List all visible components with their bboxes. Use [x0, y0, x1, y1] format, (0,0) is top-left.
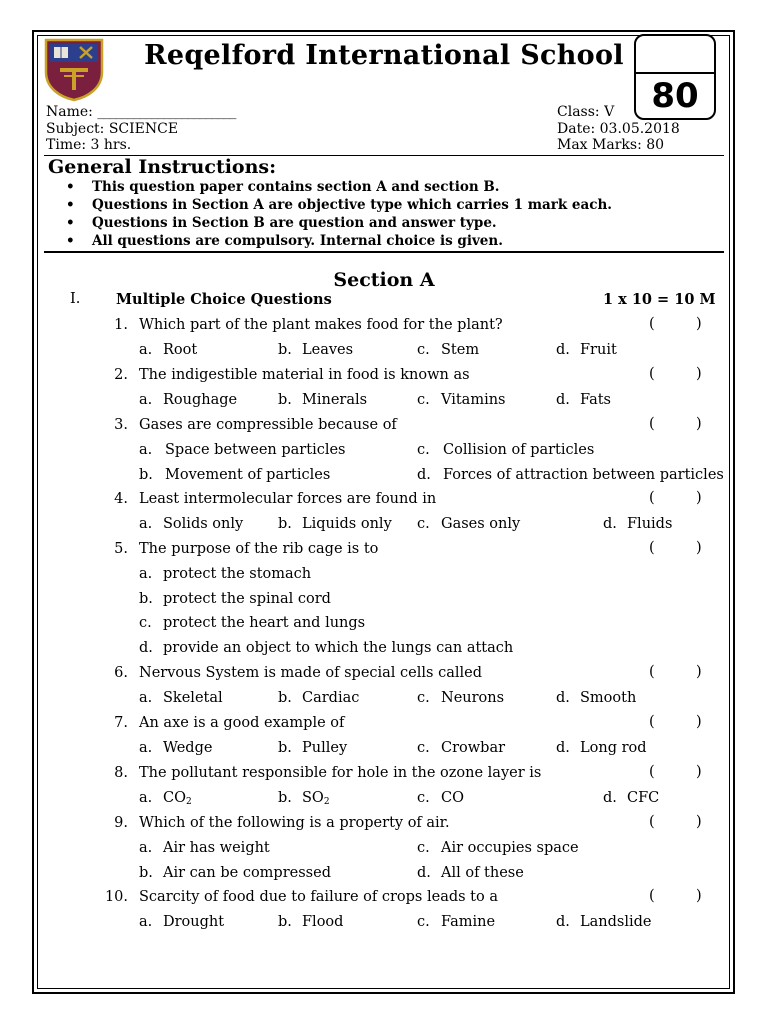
option-item: [556, 739, 647, 757]
option-text: Collision of particles: [443, 441, 595, 458]
option-label: a.: [139, 515, 153, 532]
option-item: [139, 391, 237, 409]
option-label: b.: [139, 590, 153, 607]
question-text: The purpose of the rib cage is to: [139, 541, 379, 557]
instruction-item: • Questions in Section A are objective type which carries 1 mark each.: [48, 196, 612, 214]
option-text: Forces of attraction between particles: [443, 466, 724, 483]
instruction-item: • Questions in Section B are question and answer type.: [48, 214, 612, 232]
option-label: a.: [139, 341, 153, 358]
option-text: Landslide: [580, 913, 652, 930]
option-label: a.: [139, 565, 153, 582]
option-label: b.: [278, 789, 292, 806]
instruction-item: • This question paper contains section A and section B.: [48, 178, 612, 196]
option-text: Vitamins: [441, 391, 506, 408]
option-text: Root: [163, 341, 198, 358]
answer-paren-open: (: [649, 664, 655, 680]
option-item: [556, 689, 636, 707]
option-text: protect the spinal cord: [163, 590, 331, 607]
question-number: 1.: [114, 317, 128, 333]
question-number: 3.: [114, 417, 128, 433]
option-label: d.: [556, 689, 570, 706]
option-item: [139, 590, 331, 608]
option-item: [278, 341, 353, 359]
question-number: 9.: [114, 815, 128, 831]
answer-paren-close: ): [696, 714, 702, 730]
option-text: Leaves: [302, 341, 354, 358]
time-label: Time: 3 hrs.: [46, 137, 132, 153]
option-text: All of these: [441, 864, 524, 881]
question-number: 4.: [114, 491, 128, 507]
class-label: Class: V: [557, 104, 615, 120]
option-label: a.: [139, 789, 153, 806]
question-number: 8.: [114, 765, 128, 781]
option-item: [139, 839, 270, 857]
answer-paren-open: (: [649, 490, 655, 506]
option-text: protect the heart and lungs: [163, 615, 366, 632]
option-label: c.: [417, 391, 430, 408]
option-text: Skeletal: [163, 689, 223, 706]
answer-paren-open: (: [649, 814, 655, 830]
answer-paren-close: ): [696, 316, 702, 332]
option-label: d.: [603, 789, 617, 806]
option-item: [139, 864, 331, 882]
option-label: d.: [556, 341, 570, 358]
option-label: b.: [278, 739, 292, 756]
answer-paren-close: ): [696, 416, 702, 432]
option-text: Pulley: [302, 739, 348, 756]
instructions-title: General Instructions:: [48, 156, 277, 178]
part-marks: 1 x 10 = 10 M: [603, 291, 716, 308]
option-label: d.: [603, 515, 617, 532]
option-label: b.: [139, 466, 153, 483]
option-label: d.: [556, 391, 570, 408]
marks-box-divider: [636, 72, 714, 74]
answer-paren-close: ): [696, 490, 702, 506]
answer-paren-open: (: [649, 888, 655, 904]
total-marks-box: [634, 34, 716, 120]
option-item: [417, 391, 506, 409]
answer-paren-open: (: [649, 764, 655, 780]
option-subscript: 2: [323, 796, 330, 807]
option-item: [417, 441, 594, 459]
option-label: c.: [417, 739, 430, 756]
question-number: 10.: [104, 889, 128, 905]
answer-paren-close: ): [696, 540, 702, 556]
option-label: b.: [278, 515, 292, 532]
answer-paren-open: (: [649, 366, 655, 382]
option-label: c.: [417, 689, 430, 706]
part-title: Multiple Choice Questions: [116, 291, 332, 308]
option-item: [603, 515, 672, 533]
option-item: [417, 739, 505, 757]
option-item: [278, 913, 343, 931]
option-item: [603, 789, 659, 807]
answer-paren-close: ): [696, 764, 702, 780]
instructions-list: [48, 178, 612, 250]
option-item: [417, 515, 520, 533]
option-label: b.: [278, 391, 292, 408]
option-item: [278, 391, 367, 409]
option-item: [278, 739, 347, 757]
option-text: Famine: [441, 913, 496, 930]
option-text: Fats: [580, 391, 611, 408]
option-item: [417, 839, 579, 857]
question-text: Which of the following is a property of air.: [139, 815, 450, 831]
option-label: d.: [417, 864, 431, 881]
option-label: c.: [417, 515, 430, 532]
option-text: Crowbar: [441, 739, 506, 756]
option-label: a.: [139, 441, 153, 458]
instruction-item: • All questions are compulsory. Internal choice is given.: [48, 232, 612, 250]
answer-paren-open: (: [649, 714, 655, 730]
option-label: a.: [139, 839, 153, 856]
option-text: Drought: [163, 913, 225, 930]
option-label: b.: [278, 341, 292, 358]
option-text: Space between particles: [165, 441, 346, 458]
option-item: [556, 391, 611, 409]
option-label: b.: [139, 864, 153, 881]
option-label: d.: [417, 466, 431, 483]
option-item: [556, 913, 651, 931]
question-text: Which part of the plant makes food for the plant?: [139, 317, 503, 333]
option-label: c.: [417, 913, 430, 930]
total-marks-value: 80: [651, 76, 699, 116]
option-item: [417, 466, 724, 484]
option-text: Minerals: [302, 391, 368, 408]
option-item: [139, 639, 513, 657]
option-text: Neurons: [441, 689, 505, 706]
option-subscript: 2: [185, 796, 192, 807]
option-label: a.: [139, 739, 153, 756]
option-item: [139, 789, 192, 811]
option-item: [417, 789, 464, 807]
option-item: [417, 689, 504, 707]
option-item: [278, 515, 392, 533]
option-label: a.: [139, 913, 153, 930]
option-item: [278, 789, 330, 811]
name-blank: _______________________: [97, 104, 236, 120]
option-item: [139, 341, 197, 359]
option-text: CO: [163, 789, 186, 806]
option-text: Air has weight: [163, 839, 270, 856]
option-item: [417, 913, 495, 931]
option-text: SO: [302, 789, 324, 806]
option-item: [139, 441, 346, 459]
option-text: Air can be compressed: [163, 864, 331, 881]
question-text: The pollutant responsible for hole in the ozone layer is: [139, 765, 542, 781]
option-label: a.: [139, 391, 153, 408]
option-item: [417, 341, 479, 359]
option-item: [139, 515, 243, 533]
answer-paren-open: (: [649, 316, 655, 332]
option-text: Stem: [441, 341, 480, 358]
option-label: d.: [556, 739, 570, 756]
school-name: Reqelford International School: [144, 40, 624, 71]
option-label: c.: [417, 441, 430, 458]
max-marks-label: Max Marks: 80: [557, 137, 665, 153]
question-text: Nervous System is made of special cells called: [139, 665, 482, 681]
option-text: Movement of particles: [165, 466, 331, 483]
option-item: [556, 341, 617, 359]
option-item: [139, 689, 223, 707]
option-text: Liquids only: [302, 515, 392, 532]
name-field: [46, 104, 235, 121]
question-text: An axe is a good example of: [139, 715, 345, 731]
answer-paren-close: ): [696, 814, 702, 830]
option-text: Fruit: [580, 341, 617, 358]
option-text: Cardiac: [302, 689, 360, 706]
question-text: Least intermolecular forces are found in: [139, 491, 437, 507]
option-item: [139, 739, 212, 757]
option-text: Wedge: [163, 739, 213, 756]
option-label: a.: [139, 689, 153, 706]
option-label: b.: [278, 913, 292, 930]
option-item: [278, 689, 359, 707]
option-text: Smooth: [580, 689, 637, 706]
question-number: 5.: [114, 541, 128, 557]
question-number: 2.: [114, 367, 128, 383]
option-text: Air occupies space: [441, 839, 579, 856]
instructions-divider: [44, 251, 724, 253]
option-item: [139, 466, 330, 484]
name-label: Name:: [46, 104, 93, 120]
option-label: c.: [417, 839, 430, 856]
option-text: provide an object to which the lungs can attach: [163, 640, 514, 657]
option-text: Gases only: [441, 515, 521, 532]
option-label: c.: [417, 789, 430, 806]
option-text: Solids only: [163, 515, 244, 532]
option-text: Fluids: [627, 515, 673, 532]
option-label: b.: [278, 689, 292, 706]
option-item: [139, 913, 224, 931]
option-text: protect the stomach: [163, 565, 312, 582]
answer-paren-close: ): [696, 664, 702, 680]
date-label: Date: 03.05.2018: [557, 121, 680, 137]
option-text: Long rod: [580, 739, 647, 756]
answer-paren-close: ): [696, 888, 702, 904]
option-text: CFC: [627, 789, 660, 806]
answer-paren-close: ): [696, 366, 702, 382]
option-item: [417, 864, 524, 882]
option-text: Flood: [302, 913, 344, 930]
question-number: 7.: [114, 715, 128, 731]
subject-label: Subject: SCIENCE: [46, 121, 179, 137]
answer-paren-open: (: [649, 540, 655, 556]
question-text: The indigestible material in food is known as: [139, 367, 470, 383]
answer-paren-open: (: [649, 416, 655, 432]
option-item: [139, 614, 365, 632]
option-label: d.: [139, 640, 153, 657]
option-text: CO: [441, 789, 464, 806]
part-number: I.: [70, 291, 81, 307]
option-label: c.: [139, 615, 152, 632]
option-item: [139, 565, 311, 583]
question-number: 6.: [114, 665, 128, 681]
option-text: Roughage: [163, 391, 238, 408]
option-label: c.: [417, 341, 430, 358]
question-text: Scarcity of food due to failure of crops leads to a: [139, 889, 498, 905]
section-title: Section A: [333, 269, 435, 291]
option-label: d.: [556, 913, 570, 930]
question-text: Gases are compressible because of: [139, 417, 397, 433]
